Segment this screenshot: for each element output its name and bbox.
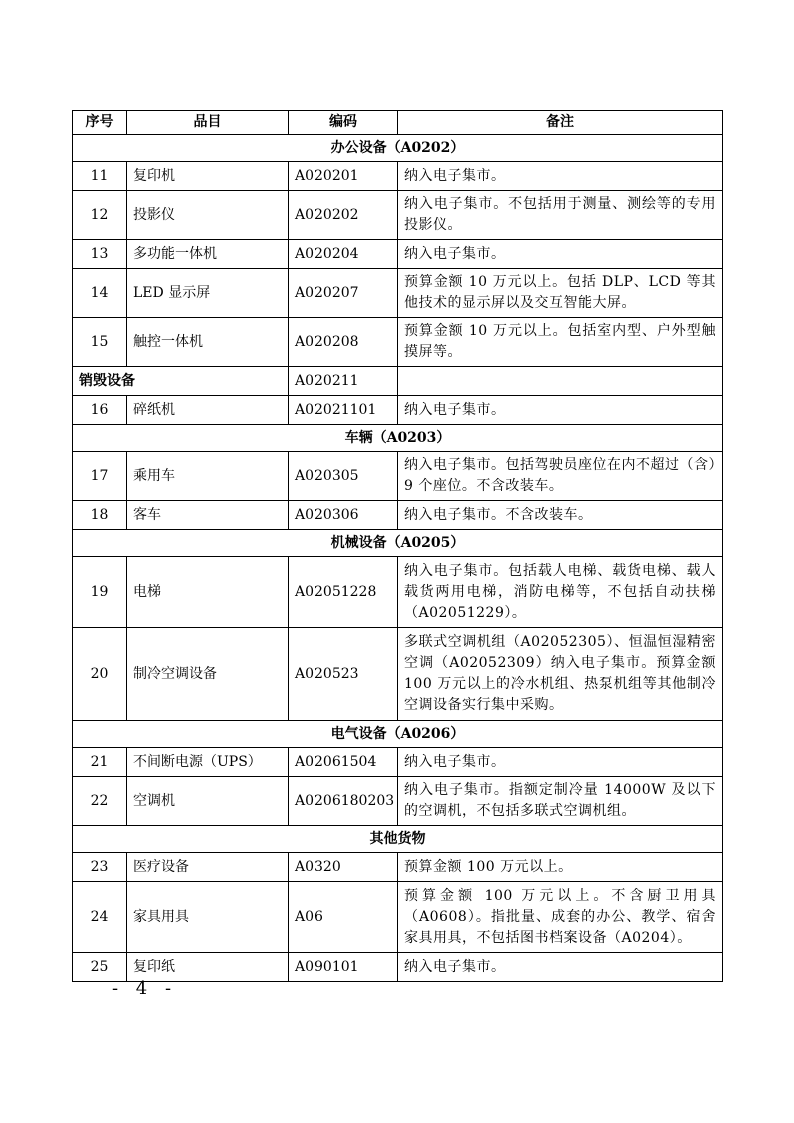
row-no: 21	[73, 748, 127, 777]
header-no: 序号	[73, 111, 127, 135]
row-code: A020306	[289, 501, 398, 530]
row-no: 13	[73, 240, 127, 269]
row-no: 11	[73, 162, 127, 191]
row-note: 纳入电子集市。包括载人电梯、载货电梯、载人载货两用电梯，消防电梯等，不包括自动扶梯（A02051229）。	[398, 557, 723, 628]
row-note: 纳入电子集市。	[398, 396, 723, 425]
row-note: 纳入电子集市。	[398, 748, 723, 777]
row-no: 22	[73, 777, 127, 826]
subcategory-row	[73, 367, 723, 396]
subcategory-code: A020211	[289, 367, 398, 396]
row-note: 纳入电子集市。不含改装车。	[398, 501, 723, 530]
row-item: 复印纸	[127, 953, 289, 982]
row-code: A0320	[289, 853, 398, 882]
row-no: 17	[73, 452, 127, 501]
row-item: 制冷空调设备	[127, 628, 289, 721]
row-item: 碎纸机	[127, 396, 289, 425]
table-row	[73, 853, 723, 882]
row-item: 空调机	[127, 777, 289, 826]
row-item: LED 显示屏	[127, 269, 289, 318]
row-item: 客车	[127, 501, 289, 530]
row-note: 多联式空调机组（A02052305）、恒温恒湿精密空调（A02052309）纳入电子集市。预算金额 100 万元以上的冷水机组、热泵机组等其他制冷空调设备实行集中采购。	[398, 628, 723, 721]
row-no: 12	[73, 191, 127, 240]
row-note: 纳入电子集市。	[398, 162, 723, 191]
row-code: A02021101	[289, 396, 398, 425]
row-code: A06	[289, 882, 398, 953]
row-item: 不间断电源（UPS）	[127, 748, 289, 777]
row-item: 医疗设备	[127, 853, 289, 882]
row-no: 15	[73, 318, 127, 367]
section-row	[73, 721, 723, 748]
section-title: 车辆（A0203）	[73, 425, 723, 452]
table-row	[73, 452, 723, 501]
table-row	[73, 191, 723, 240]
header-row	[73, 111, 723, 135]
row-no: 19	[73, 557, 127, 628]
row-no: 20	[73, 628, 127, 721]
row-note: 预算金额 100 万元以上。	[398, 853, 723, 882]
table-row	[73, 748, 723, 777]
table-row	[73, 557, 723, 628]
row-note: 纳入电子集市。不包括用于测量、测绘等的专用投影仪。	[398, 191, 723, 240]
row-code: A02061504	[289, 748, 398, 777]
row-item: 复印机	[127, 162, 289, 191]
table-row	[73, 269, 723, 318]
subcategory-note	[398, 367, 723, 396]
section-title: 电气设备（A0206）	[73, 721, 723, 748]
section-row	[73, 425, 723, 452]
section-title: 其他货物	[73, 826, 723, 853]
table-row	[73, 396, 723, 425]
section-row	[73, 135, 723, 162]
row-code: A0206180203	[289, 777, 398, 826]
procurement-catalog-table	[72, 110, 723, 982]
page-number: - 4 -	[112, 978, 178, 999]
row-no: 16	[73, 396, 127, 425]
row-no: 23	[73, 853, 127, 882]
row-item: 电梯	[127, 557, 289, 628]
row-note: 纳入电子集市。包括驾驶员座位在内不超过（含）9 个座位。不含改装车。	[398, 452, 723, 501]
row-code: A020208	[289, 318, 398, 367]
row-item: 多功能一体机	[127, 240, 289, 269]
row-code: A020204	[289, 240, 398, 269]
row-note: 纳入电子集市。	[398, 953, 723, 982]
header-item: 品目	[127, 111, 289, 135]
subcategory-label: 销毁设备	[73, 367, 289, 396]
table-row	[73, 240, 723, 269]
row-code: A020201	[289, 162, 398, 191]
row-no: 14	[73, 269, 127, 318]
row-note: 预算金额 10 万元以上。包括室内型、户外型触摸屏等。	[398, 318, 723, 367]
header-note: 备注	[398, 111, 723, 135]
table-row	[73, 777, 723, 826]
row-code: A020207	[289, 269, 398, 318]
header-code: 编码	[289, 111, 398, 135]
section-row	[73, 530, 723, 557]
row-no: 24	[73, 882, 127, 953]
table-row	[73, 628, 723, 721]
row-note: 预算金额 10 万元以上。包括 DLP、LCD 等其他技术的显示屏以及交互智能大屏。	[398, 269, 723, 318]
row-item: 乘用车	[127, 452, 289, 501]
row-no: 18	[73, 501, 127, 530]
row-code: A090101	[289, 953, 398, 982]
row-item: 投影仪	[127, 191, 289, 240]
row-code: A02051228	[289, 557, 398, 628]
table-row	[73, 162, 723, 191]
row-note: 纳入电子集市。	[398, 240, 723, 269]
table-row	[73, 318, 723, 367]
section-row	[73, 826, 723, 853]
table-row	[73, 501, 723, 530]
row-no: 25	[73, 953, 127, 982]
row-code: A020202	[289, 191, 398, 240]
section-title: 办公设备（A0202）	[73, 135, 723, 162]
row-code: A020523	[289, 628, 398, 721]
row-note: 纳入电子集市。指额定制冷量 14000W 及以下的空调机，不包括多联式空调机组。	[398, 777, 723, 826]
table-row	[73, 882, 723, 953]
row-note: 预算金额 100 万元以上。不含厨卫用具（A0608）。指批量、成套的办公、教学、宿舍家具用具，不包括图书档案设备（A0204）。	[398, 882, 723, 953]
row-code: A020305	[289, 452, 398, 501]
row-item: 触控一体机	[127, 318, 289, 367]
row-item: 家具用具	[127, 882, 289, 953]
section-title: 机械设备（A0205）	[73, 530, 723, 557]
